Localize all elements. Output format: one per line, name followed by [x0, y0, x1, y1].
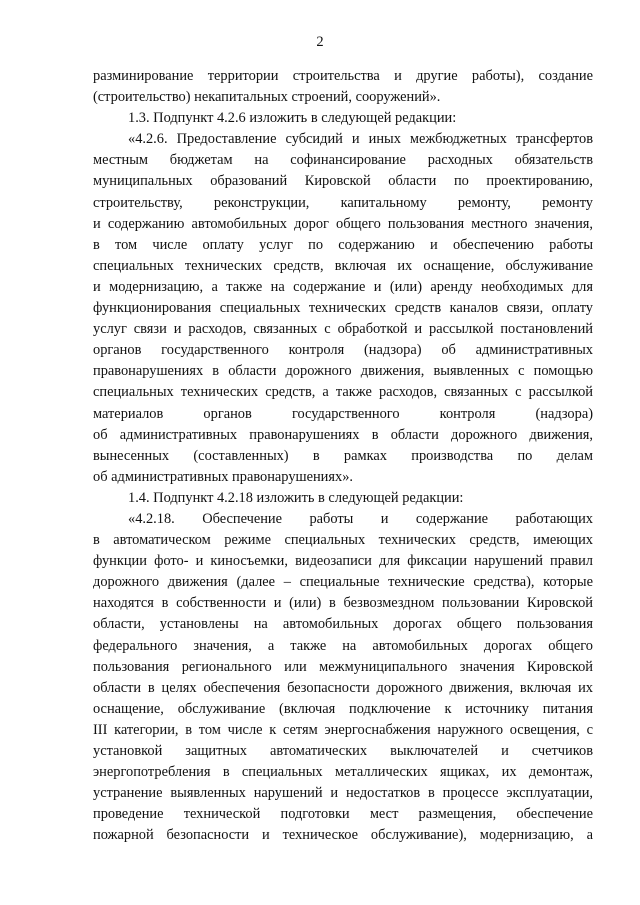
text-line: 1.3. Подпункт 4.2.6 изложить в следующей редакции:	[128, 110, 457, 127]
text-line: (строительство) некапитальных строений, сооружений».	[93, 89, 441, 106]
text-line: разминирование территории строительства и другие работы), создание	[93, 68, 593, 84]
text-line: установкой защитных автоматических выключателей и счетчиков	[93, 743, 593, 759]
text-line: устранение выявленных нарушений и недостатков в процессе эксплуатации,	[93, 785, 593, 802]
document-body	[93, 66, 593, 846]
text-line: области, установлены на автомобильных дорогах общего пользования	[93, 616, 593, 633]
text-line: вынесенных (составленных) в рамках производства по делам	[93, 447, 593, 464]
text-line: специальных технических средств, а также расходов, связанных с рассылкой	[93, 384, 593, 401]
text-line: функционирования специальных технических средств каналов связи, оплату	[93, 300, 593, 317]
text-line: об административных правонарушениях в области дорожного движения,	[93, 426, 593, 443]
text-line: услуг связи и расходов, связанных с обработкой и рассылкой постановлений	[93, 321, 593, 338]
text-line: муниципальных образований Кировской области по проектированию,	[93, 173, 593, 190]
text-line: пожарной безопасности и техническое обслуживание), модернизацию, а	[93, 827, 593, 844]
text-line: правонарушениях в области дорожного движения, выявленных с помощью	[93, 363, 593, 380]
text-line: материалов органов государственного контроля (надзора)	[93, 405, 593, 422]
text-line: 1.4. Подпункт 4.2.18 изложить в следующей редакции:	[128, 489, 464, 506]
text-line: области в целях обеспечения безопасности дорожного движения, включая их	[93, 679, 593, 696]
text-line: органов государственного контроля (надзора) об административных	[93, 342, 593, 359]
text-line: пользования регионального или межмуниципального значения Кировской	[93, 658, 593, 675]
page-number: 2	[316, 34, 324, 50]
text-line: энергопотребления в специальных металлических ящиках, их демонтаж,	[93, 764, 593, 781]
text-line: и содержанию автомобильных дорог общего пользования местного значения,	[93, 215, 593, 232]
text-line: и модернизацию, а также на содержание и (или) аренду необходимых для	[93, 278, 593, 295]
text-line: строительству, реконструкции, капитальному ремонту, ремонту	[93, 194, 593, 211]
text-line: функции фото- и киносъемки, видеозаписи для фиксации нарушений правил	[93, 553, 593, 570]
text-line: оснащение, обслуживание (включая подключение к источнику питания	[93, 700, 593, 717]
text-line: об административных правонарушениях».	[93, 468, 353, 485]
text-line: местным бюджетам на софинансирование расходных обязательств	[93, 152, 593, 169]
text-line: III категории, в том числе к сетям энергоснабжения наружного освещения, с	[93, 721, 593, 738]
text-line: федерального значения, а также на автомобильных дорогах общего	[93, 637, 593, 654]
text-line: в автоматическом режиме специальных технических средств, имеющих	[93, 532, 593, 549]
text-line: проведение технической подготовки мест размещения, обеспечение	[93, 806, 593, 823]
text-line: «4.2.18. Обеспечение работы и содержание работающих	[128, 510, 593, 527]
text-line: специальных технических средств, включая их оснащение, обслуживание	[93, 257, 593, 274]
text-line: в том числе оплату услуг по содержанию и обеспечению работы	[93, 236, 593, 253]
text-line: находятся в собственности и (или) в безвозмездном пользовании Кировской	[93, 595, 593, 612]
text-line: дорожного движения (далее – специальные технические средства), которые	[93, 574, 593, 591]
text-line: «4.2.6. Предоставление субсидий и иных межбюджетных трансфертов	[128, 131, 593, 148]
